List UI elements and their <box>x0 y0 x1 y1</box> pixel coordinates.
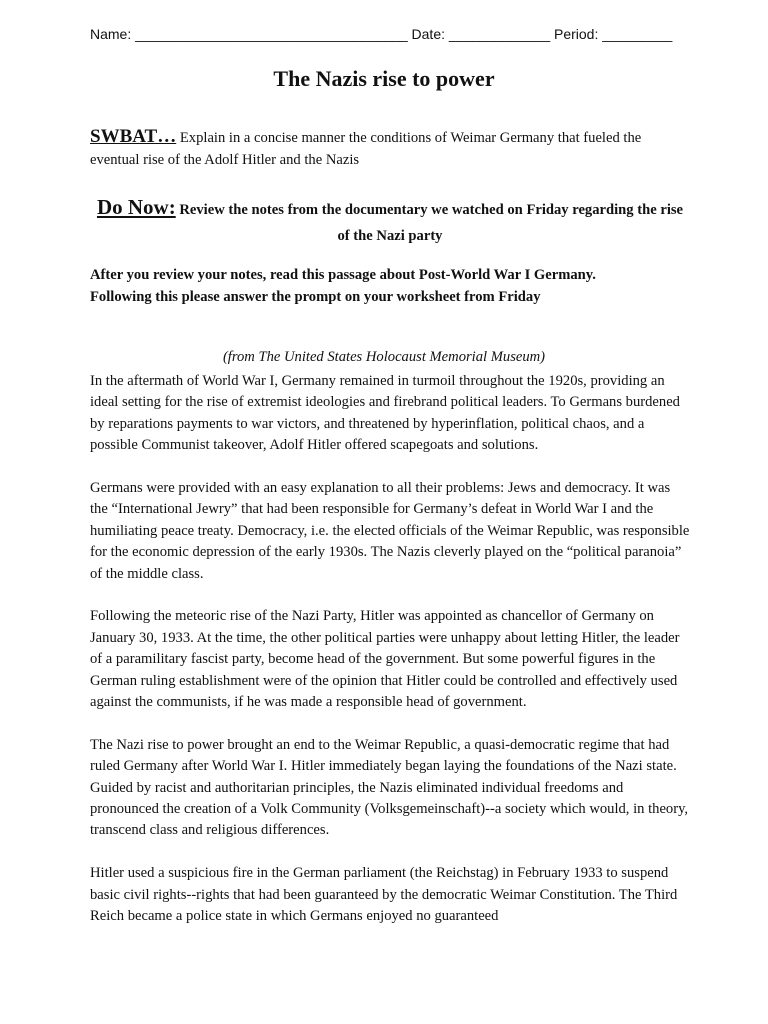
do-now-text: Review the notes from the documentary we watched on Friday regarding the rise of the Nazi party <box>175 202 684 244</box>
reading-passage <box>90 371 690 949</box>
passage-source-citation: (from The United States Holocaust Memorial Museum) <box>222 349 546 365</box>
do-now-section <box>90 194 690 249</box>
swbat-text: Explain in a concise manner the conditions of Weimar Germany that fueled the eventual rise of the Adolf Hitler and the Nazis <box>90 130 642 168</box>
reading-instructions <box>90 264 690 308</box>
passage-paragraph: The Nazi rise to power brought an end to the Weimar Republic, a quasi-democratic regime that had ruled Germany after World War I. Hitler immediately began laying the foundations of the Nazi state. Guided by racist and authoritarian principles, the Nazis eliminated individual freedoms and pronounced the creation of a Volk Community (Volksgemeinschaft)--a society which would, in theory, transcend class and religious differences. <box>90 736 689 839</box>
passage-paragraph: Hitler used a suspicious fire in the German parliament (the Reichstag) in February 1933 to suspend basic civil rights--rights that had been guaranteed by the democratic Weimar Constitution. The Third Reich became a police state in which Germans enjoyed no guaranteed <box>90 865 678 925</box>
passage-paragraph: Germans were provided with an easy explanation to all their problems: Jews and democracy. It was the “International Jewry” that had been responsible for Germany’s defeat in World War I and the humiliating peace treaty. Democracy, i.e. the elected officials of the Weimar Republic, was responsible for the economic depression of the early 1930s. The Nazis cleverly played on the “political paranoia” of the middle class. <box>90 480 690 582</box>
document-title: The Nazis rise to power <box>273 66 495 91</box>
passage-paragraph: In the aftermath of World War I, Germany remained in turmoil throughout the 1920s, providing an ideal setting for the rise of extremist ideologies and firebrand political leaders. To Germans burdened by reparations payments to war victors, and threatened by hyperinflation, political chaos, and a possible Communist takeover, Adolf Hitler offered scapegoats and solutions. <box>90 373 680 454</box>
swbat-objective <box>90 126 690 171</box>
period-field-label: Period: _________ <box>554 26 673 42</box>
instructions-line-1: After you review your notes, read this passage about Post-World War I Germany. <box>90 267 596 283</box>
swbat-label: SWBAT… <box>90 126 177 147</box>
passage-paragraph: Following the meteoric rise of the Nazi Party, Hitler was appointed as chancellor of Germany on January 30, 1933. At the time, the other political parties were unhappy about letting Hitler, the leader of a paramilitary fascist party, become head of the government. But some powerful figures in the German ruling establishment were of the opinion that Hitler could be controlled and effectively used against the communists, if he was made a responsible head of government. <box>90 608 680 711</box>
instructions-line-2: Following this please answer the prompt on your worksheet from Friday <box>90 289 541 305</box>
student-info-line <box>90 26 680 42</box>
do-now-label: Do Now: <box>96 195 176 219</box>
date-field-label: Date: _____________ <box>411 26 551 42</box>
name-field-label: Name: ___________________________________ <box>90 26 408 42</box>
